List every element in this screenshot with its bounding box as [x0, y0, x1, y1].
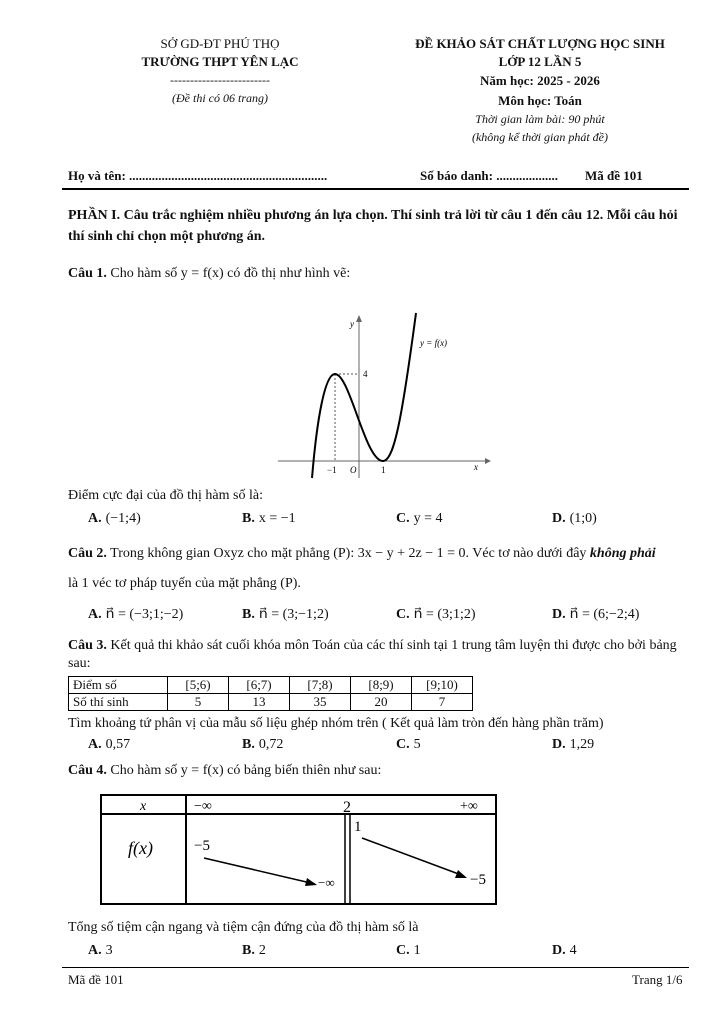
- school-name: TRƯỜNG THPT YÊN LẠC: [141, 54, 299, 69]
- q3-option-a[interactable]: A. 0,57: [88, 737, 131, 752]
- vt-x-label: x: [140, 799, 147, 814]
- function-curve: [312, 313, 416, 478]
- exam-title: ĐỀ KHẢO SÁT CHẤT LƯỢNG HỌC SINH: [415, 36, 665, 51]
- student-id-field: Số báo danh: ...................: [420, 168, 558, 183]
- vt-right-bottom: −5: [470, 872, 486, 888]
- part1-instructions: PHẦN I. Câu trắc nghiệm nhiều phương án lựa chọn. Thí sinh trả lời từ câu 1 đến câu 12. Mỗi câu hỏi thí sinh chỉ chọn một phương án.: [68, 208, 678, 244]
- footer-exam-code: Mã đề 101: [68, 972, 124, 987]
- table-cell: 5: [168, 694, 229, 711]
- vt-arrow-left: [204, 858, 315, 884]
- school-year: Năm học: 2025 - 2026: [480, 73, 600, 88]
- vt-neg-inf: −∞: [194, 799, 212, 814]
- variation-table: [100, 794, 500, 906]
- student-name-field: Họ và tên: .............................................................: [68, 168, 328, 183]
- q3-option-d[interactable]: D. 1,29: [552, 737, 595, 752]
- q3-option-c[interactable]: C. 5: [396, 737, 421, 752]
- header-dashes: -------------------------: [170, 73, 270, 87]
- origin-label: O: [350, 465, 357, 475]
- q4-label: Câu 4.: [68, 763, 107, 778]
- duration-note: (không kể thời gian phát đề): [471, 130, 609, 144]
- q3-label: Câu 3.: [68, 638, 107, 653]
- page-count-note: (Đề thi có 06 trang): [172, 91, 268, 105]
- q3-prompt: [68, 637, 688, 673]
- vt-x-two: 2: [343, 799, 351, 816]
- q3-option-b[interactable]: B. 0,72: [242, 737, 284, 752]
- table-row: [69, 677, 473, 694]
- table-cell: 20: [351, 694, 412, 711]
- table-cell: [6;7): [229, 677, 290, 694]
- tick-label-neg1: −1: [327, 465, 337, 475]
- x-axis-label: x: [474, 462, 478, 472]
- x-axis-arrow: [485, 458, 491, 464]
- footer-divider: [62, 967, 689, 968]
- q2-option-c[interactable]: C. n⃗ = (3;1;2): [396, 607, 476, 622]
- curve-label: y = f(x): [420, 338, 448, 348]
- q2-emphasis: không phải: [589, 546, 656, 561]
- vt-fx-label: f(x): [128, 838, 153, 858]
- q3-stem: Tìm khoảng tứ phân vị của mẫu số liệu ghép nhóm trên ( Kết quả làm tròn đến hàng phần trăm): [68, 716, 604, 731]
- footer-page-number: Trang 1/6: [632, 972, 683, 987]
- q1-stem: Điểm cực đại của đồ thị hàm số là:: [68, 488, 263, 503]
- dept-name: SỞ GD-ĐT PHÚ THỌ: [160, 36, 280, 51]
- table-cell: [8;9): [351, 677, 412, 694]
- table-header-cell: Điểm số: [69, 677, 168, 694]
- header-divider: [62, 188, 689, 190]
- q1-option-b[interactable]: B. x = −1: [242, 511, 296, 526]
- q2-text-a: Trong không gian Oxyz cho mặt phẳng (P): 3x − y + 2z − 1 = 0. Véc tơ nào dưới đây: [110, 546, 587, 561]
- q4-option-c[interactable]: C. 1: [396, 943, 421, 958]
- vt-pos-inf: +∞: [460, 799, 478, 814]
- exam-code: Mã đề 101: [585, 168, 643, 183]
- exam-grade: LỚP 12 LẦN 5: [498, 54, 582, 69]
- q1-text: Cho hàm số y = f(x) có đồ thị như hình vẽ:: [110, 266, 351, 281]
- q2-text-b: là 1 véc tơ pháp tuyến của mặt phẳng (P).: [68, 576, 301, 591]
- q1-option-a[interactable]: A. (−1;4): [88, 511, 141, 526]
- q4-stem: Tổng số tiệm cận ngang và tiệm cận đứng của đồ thị hàm số là: [68, 920, 419, 935]
- subject: Môn học: Toán: [498, 93, 582, 108]
- vt-arrowhead-right: [455, 870, 467, 878]
- table-cell: [9;10): [412, 677, 473, 694]
- q2-option-a[interactable]: A. n⃗ = (−3;1;−2): [88, 607, 184, 622]
- q1-graph: [270, 308, 500, 483]
- tick-label-4: 4: [363, 369, 368, 379]
- vt-border: [101, 795, 496, 904]
- q1-option-c[interactable]: C. y = 4: [396, 511, 443, 526]
- q1-label: Câu 1.: [68, 266, 107, 281]
- q2-option-b[interactable]: B. n⃗ = (3;−1;2): [242, 607, 329, 622]
- table-row: [69, 694, 473, 711]
- q2-prompt: [68, 546, 693, 562]
- vt-arrowhead-left: [305, 878, 317, 886]
- q1-prompt: [68, 266, 350, 282]
- vt-right-top: 1: [354, 819, 362, 835]
- table-header-cell: Số thí sinh: [69, 694, 168, 711]
- y-axis-label: y: [350, 319, 354, 329]
- vt-left-top: −5: [194, 838, 210, 854]
- y-axis-arrow: [356, 315, 362, 322]
- q4-option-b[interactable]: B. 2: [242, 943, 266, 958]
- table-cell: 7: [412, 694, 473, 711]
- q1-option-d[interactable]: D. (1;0): [552, 511, 597, 526]
- table-cell: 13: [229, 694, 290, 711]
- duration: Thời gian làm bài: 90 phút: [475, 112, 605, 126]
- q4-option-d[interactable]: D. 4: [552, 943, 577, 958]
- table-cell: 35: [290, 694, 351, 711]
- table-cell: [7;8): [290, 677, 351, 694]
- q4-option-a[interactable]: A. 3: [88, 943, 113, 958]
- q2-label: Câu 2.: [68, 546, 107, 561]
- tick-label-1: 1: [381, 465, 386, 475]
- vt-left-bottom: −∞: [318, 875, 335, 890]
- q4-prompt: [68, 763, 381, 779]
- vt-arrow-right: [362, 838, 464, 876]
- q2-option-d[interactable]: D. n⃗ = (6;−2;4): [552, 607, 640, 622]
- frequency-table: [68, 676, 473, 711]
- table-cell: [5;6): [168, 677, 229, 694]
- q4-text: Cho hàm số y = f(x) có bảng biến thiên như sau:: [110, 763, 382, 778]
- q3-text: Kết quả thi khảo sát cuối khóa môn Toán của các thí sinh tại 1 trung tâm luyện thi được cho bởi bảng sau:: [68, 638, 677, 671]
